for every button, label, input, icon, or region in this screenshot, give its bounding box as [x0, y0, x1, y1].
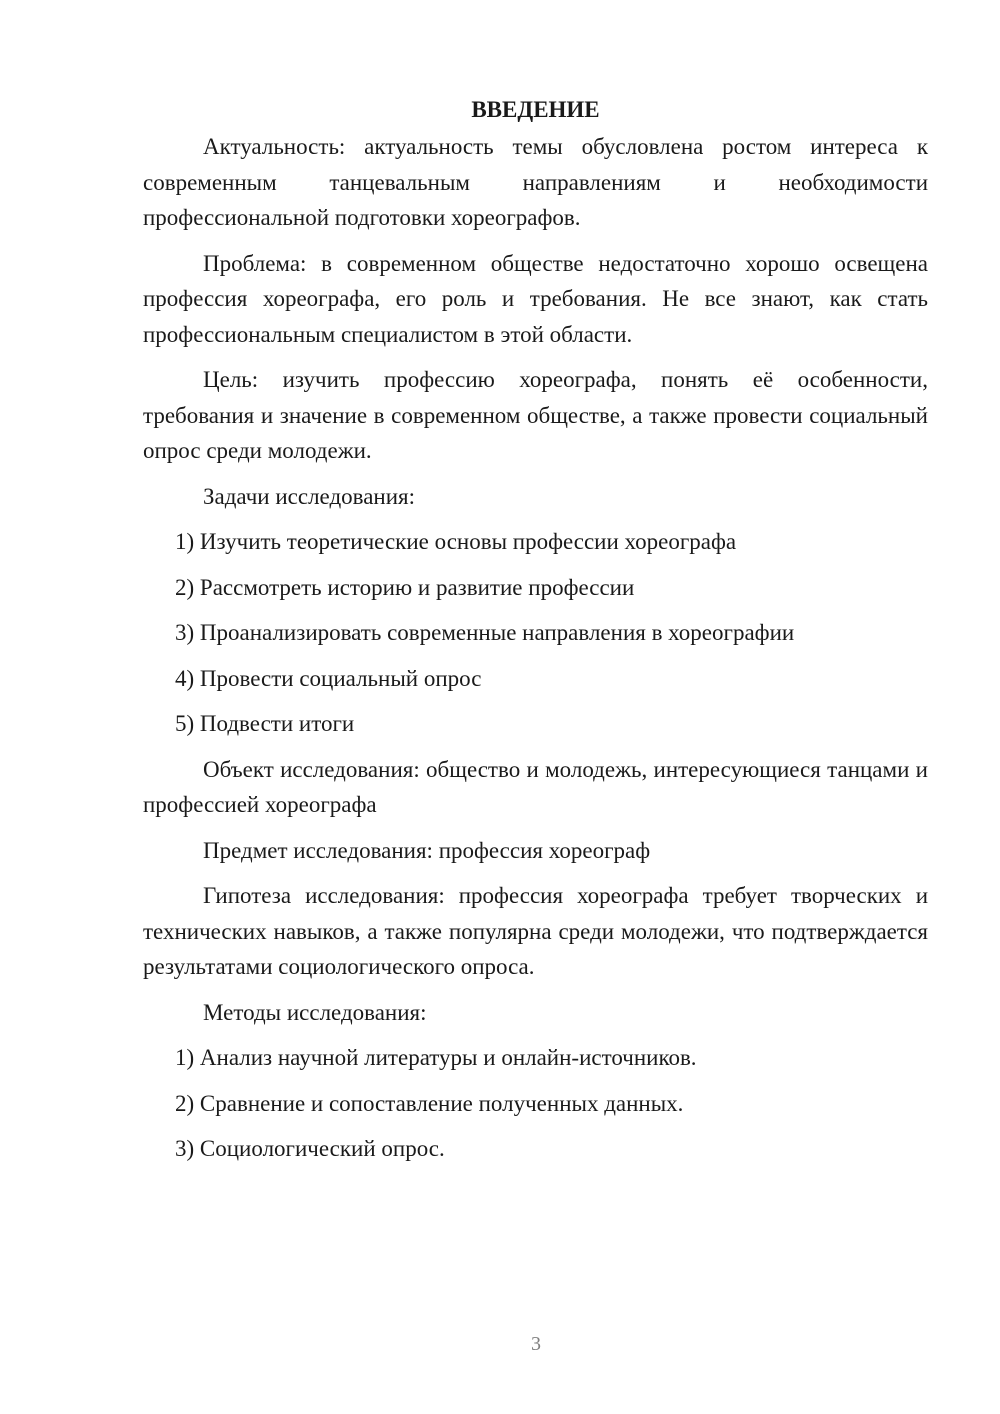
- tasks-label: Задачи исследования:: [203, 483, 416, 509]
- list-item: 4) Провести социальный опрос: [175, 665, 482, 691]
- list-item: 1) Анализ научной литературы и онлайн-источников.: [175, 1045, 697, 1070]
- list-item: 2) Рассмотреть историю и развитие профессии: [175, 574, 635, 600]
- goal-paragraph: Цель: изучить профессию хореографа, понять её особенности, требования и значение в современном обществе, а также провести социальный опрос среди молодежи.: [143, 367, 928, 463]
- page-number: 3: [531, 1333, 541, 1355]
- list-item: 3) Социологический опрос.: [175, 1136, 445, 1161]
- list-item: 3) Проанализировать современные направления в хореографии: [175, 620, 795, 645]
- list-item: 5) Подвести итоги: [175, 711, 355, 736]
- object-paragraph: Объект исследования: общество и молодежь, интересующиеся танцами и профессией хореографа: [143, 756, 928, 817]
- list-item: 2) Сравнение и сопоставление полученных данных.: [175, 1090, 684, 1116]
- subject-paragraph: Предмет исследования: профессия хореограф: [203, 837, 651, 863]
- methods-label: Методы исследования:: [203, 999, 427, 1025]
- document-body: [143, 92, 928, 1177]
- hypothesis-paragraph: Гипотеза исследования: профессия хореографа требует творческих и технических навыков, а также популярна среди молодежи, что подтверждается результатами социологического опроса.: [143, 883, 928, 979]
- tasks-list: [143, 524, 928, 742]
- problem-paragraph: Проблема: в современном обществе недостаточно хорошо освещена профессия хореографа, его роль и требования. Не все знают, как стать профессиональным специалистом в этой области.: [143, 250, 928, 347]
- list-item: 1) Изучить теоретические основы профессии хореографа: [175, 529, 737, 554]
- relevance-paragraph: Актуальность: актуальность темы обусловлена ростом интереса к современным танцевальным направлениям и необходимости профессиональной подготовки хореографов.: [143, 134, 928, 230]
- methods-list: [143, 1040, 928, 1167]
- page-title: ВВЕДЕНИЕ: [471, 97, 600, 122]
